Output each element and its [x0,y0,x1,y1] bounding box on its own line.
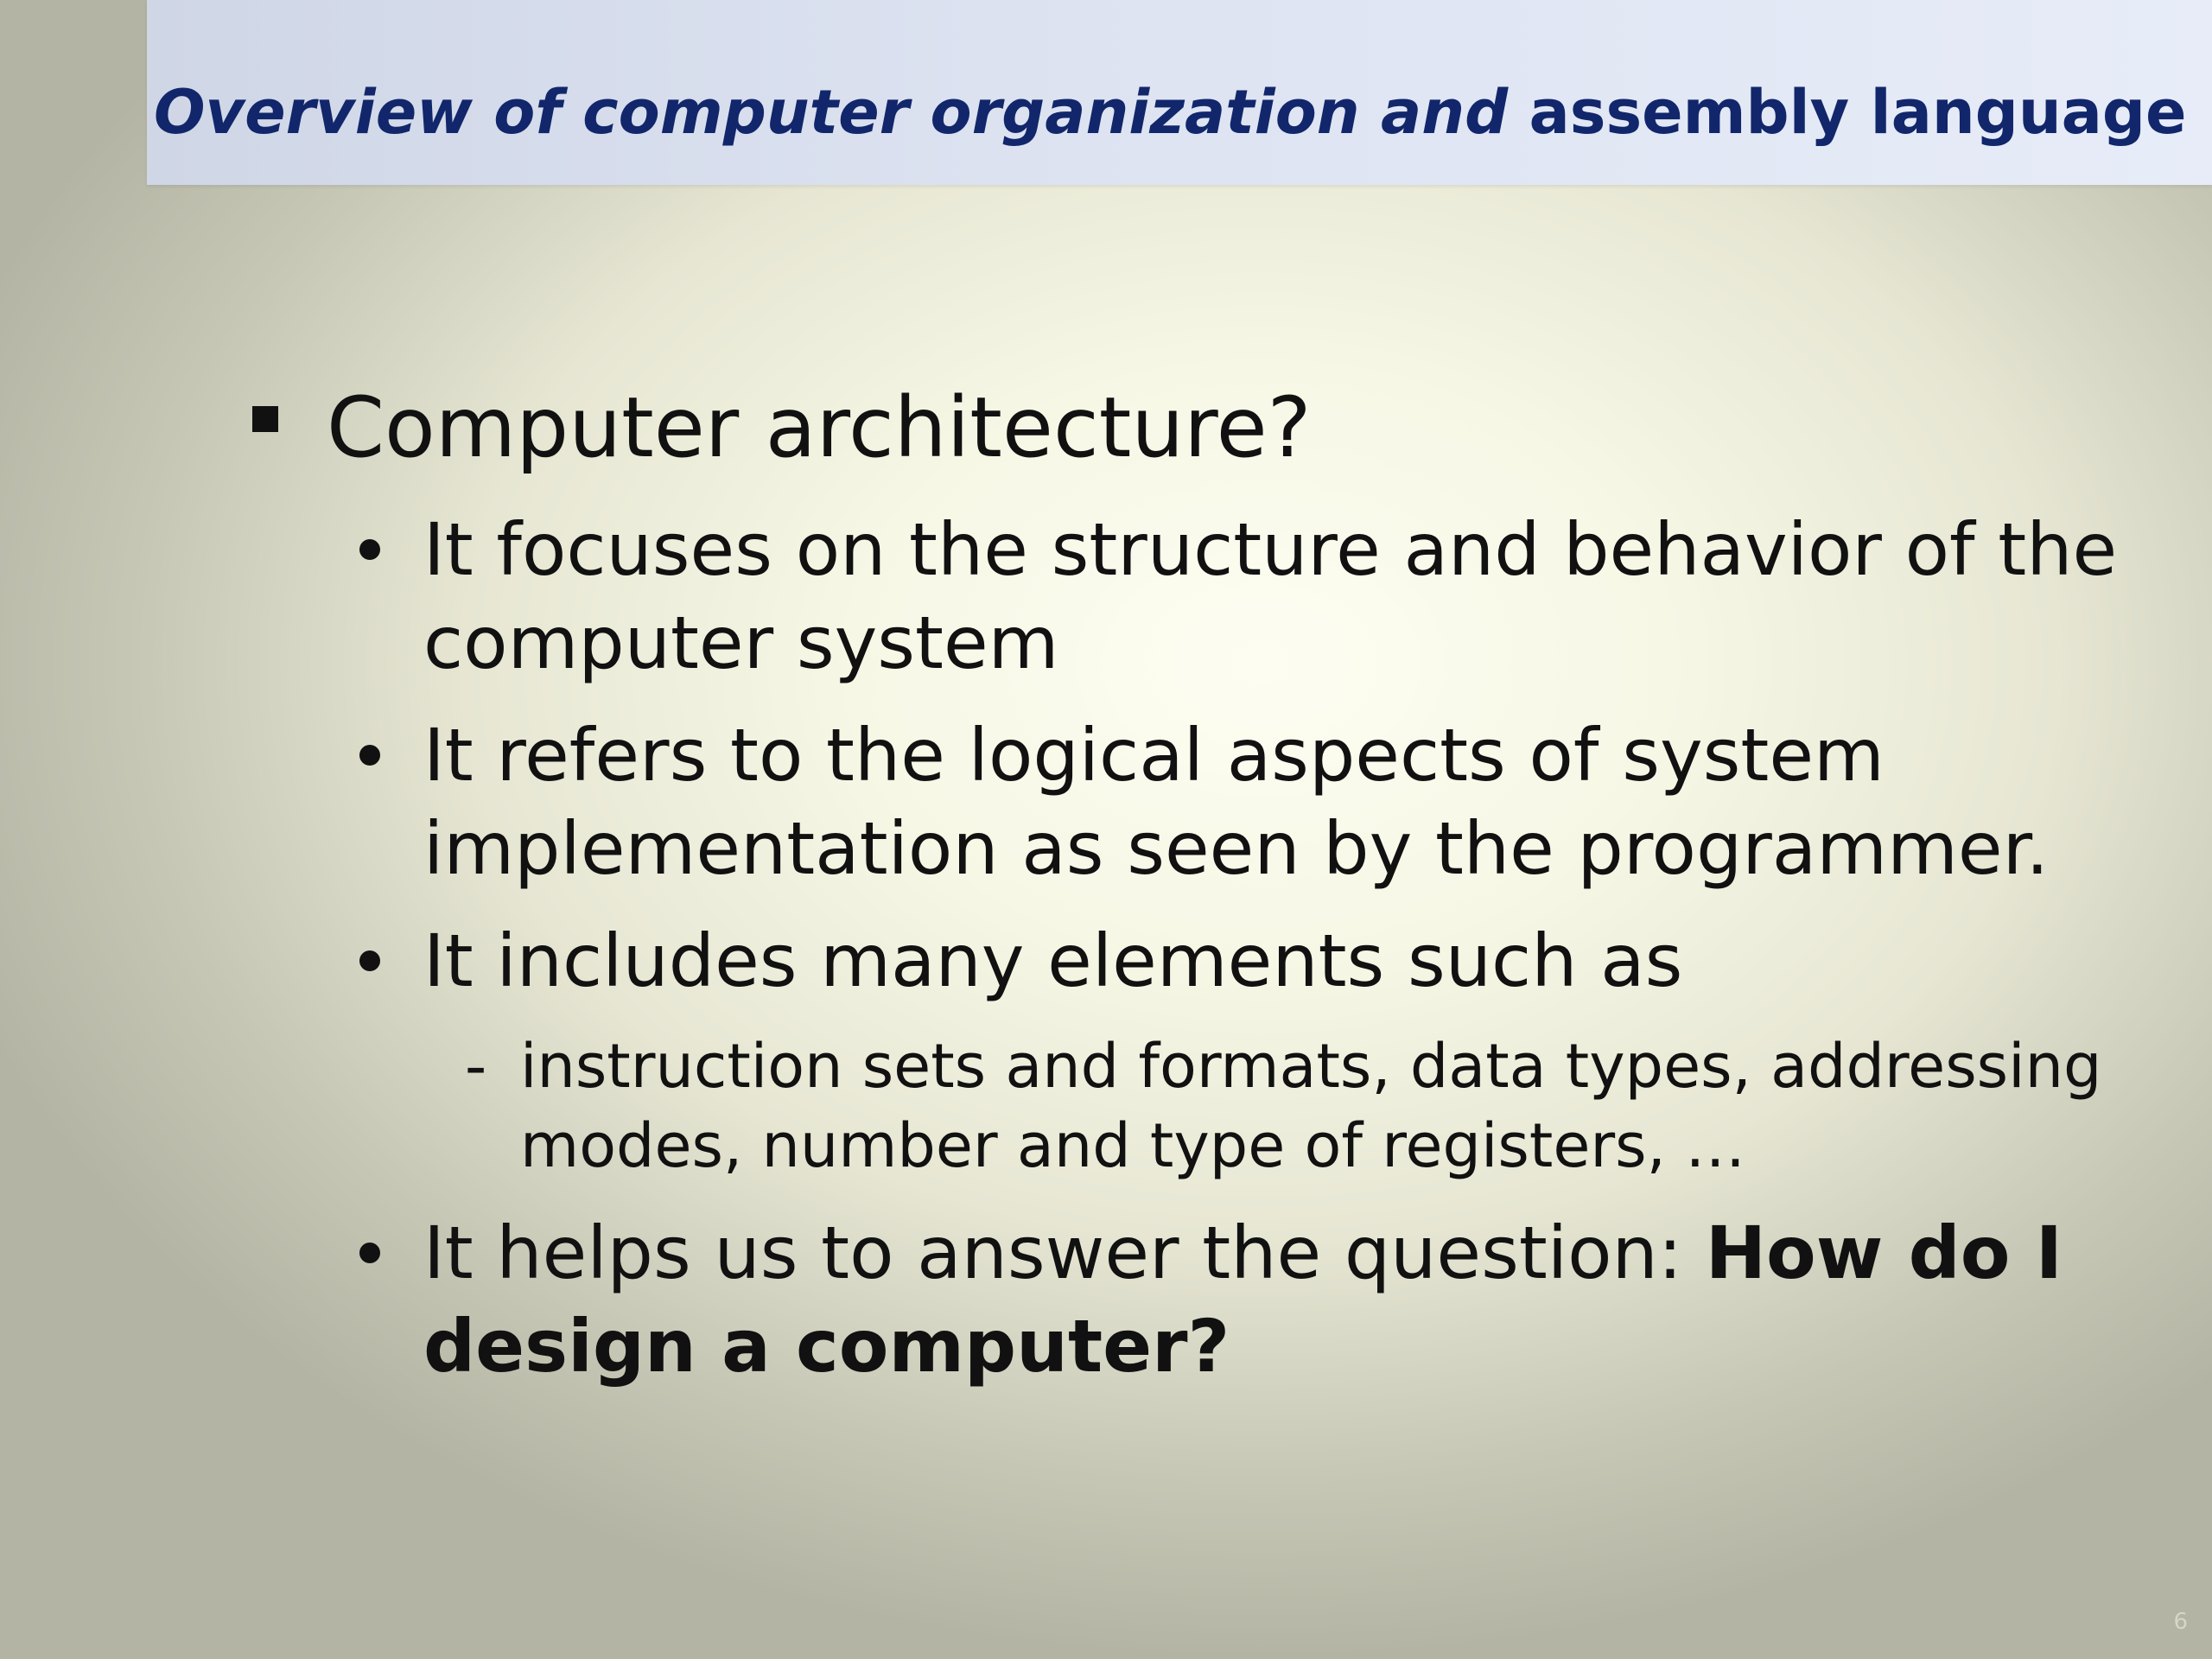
bullet-3-line-1: It includes many elements such as [423,918,1683,1003]
bullet-4-text: It helps us to answer the question: [423,1211,1706,1295]
bullet-4-bold-question-part-2: design a computer? [423,1304,1230,1389]
bullet-1-line-1: It focuses on the structure and behavior of the [423,507,2118,592]
square-bullet-icon [252,406,278,432]
bullet-2-line-2: implementation as seen by the programmer. [423,806,2050,891]
bullet-1-line-2: computer system [423,601,1059,685]
sub-bullet-line-1: instruction sets and formats, data types, addressing [520,1031,2102,1102]
slide-title-rest: assembly language [1508,77,2187,148]
bullet-dot-icon [359,539,380,560]
bullet-2-line-1: It refers to the logical aspects of system [423,713,1885,798]
heading-computer-architecture: Computer architecture? [327,379,1312,476]
sub-bullet-dash: - [465,1031,487,1102]
slide-title-italic: Overview of computer organization and [154,77,1509,148]
bullet-dot-icon [359,950,380,971]
bullet-dot-icon [359,745,380,766]
sub-bullet-line-2: modes, number and type of registers, … [520,1110,1746,1181]
bullet-4-line-1 [423,1206,2063,1300]
bullet-dot-icon [359,1243,380,1263]
page-number: 6 [2173,1609,2188,1635]
bullet-4-bold-question-part-1: How do I [1705,1211,2063,1295]
